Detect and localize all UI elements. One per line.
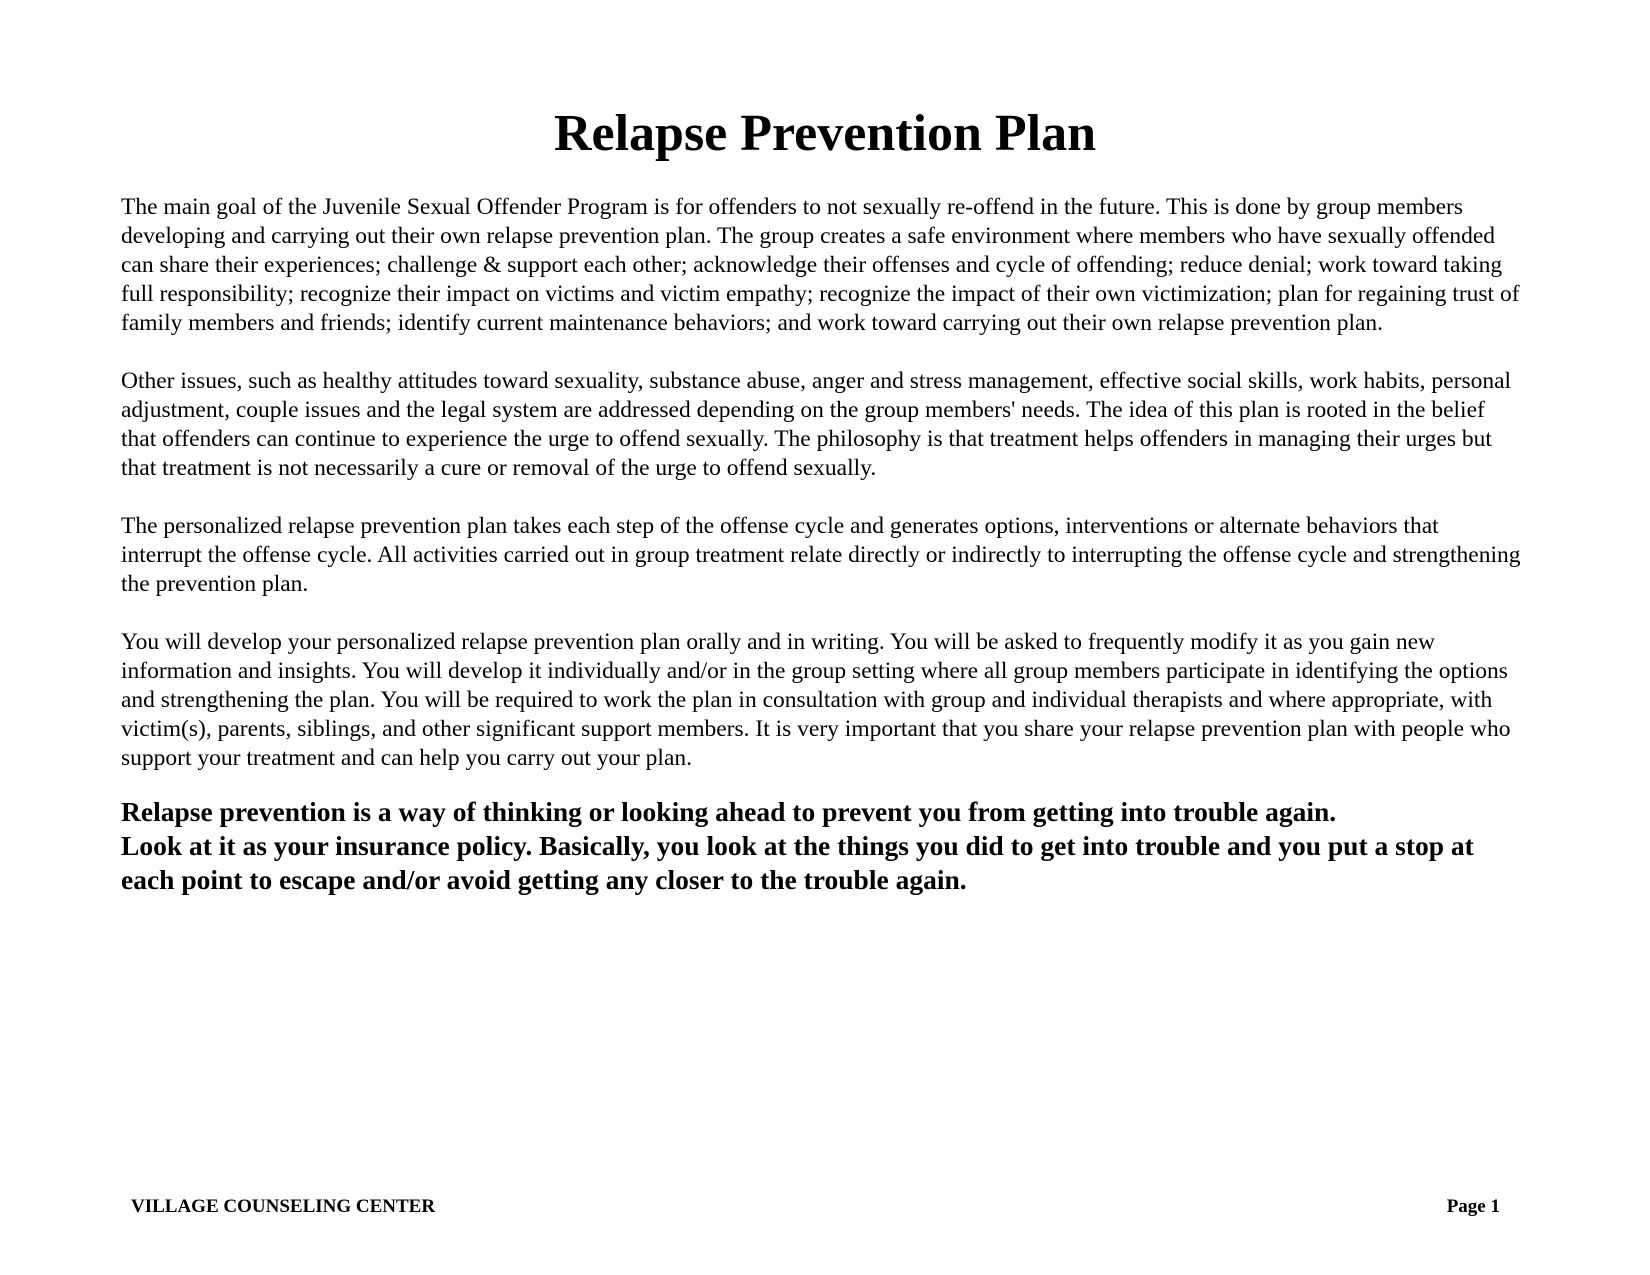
footer-organization: VILLAGE COUNSELING CENTER xyxy=(131,1196,436,1217)
paragraph-other-issues: Other issues, such as healthy attitudes toward sexuality, substance abuse, anger and stress management, effective social skills, work habits, personal adjustment, couple issues and the legal system are addressed depending on the group members' needs. The idea of this plan is rooted in the belief that offenders can continue to experience the urge to offend sexually. The philosophy is that treatment helps offenders in managing their urges but that treatment is not necessarily a cure or removal of the urge to offend sexually. xyxy=(121,368,1512,481)
paragraph-program-goal: The main goal of the Juvenile Sexual Offender Program is for offenders to not sexually re-offend in the future. This is done by group members developing and carrying out their own relapse prevention plan. The group creates a safe environment where members who have sexually offended can share their experiences; challenge & support each other; acknowledge their offenses and cycle of offending; reduce denial; work toward taking full responsibility; recognize their impact on victims and victim empathy; recognize the impact of their own victimization; plan for regaining trust of family members and friends; identify current maintenance behaviors; and work toward carrying out their own relapse prevention plan. xyxy=(121,194,1520,336)
document-body xyxy=(121,193,1521,897)
emphasis-insurance-policy: Look at it as your insurance policy. Basically, you look at the things you did to get into trouble and you put a stop at each point to escape and/or avoid getting any closer to the trouble again. xyxy=(121,830,1474,895)
emphasis-definition: Relapse prevention is a way of thinking or looking ahead to prevent you from getting into trouble again. xyxy=(121,796,1337,827)
paragraph-develop-plan: You will develop your personalized relapse prevention plan orally and in writing. You will be asked to frequently modify it as you gain new information and insights. You will develop it individually and/or in the group setting where all group members participate in identifying the options and strengthening the plan. You will be required to work the plan in consultation with group and individual therapists and where appropriate, with victim(s), parents, siblings, and other significant support members. It is very important that you share your relapse prevention plan with people who support your treatment and can help you carry out your plan. xyxy=(121,629,1511,771)
paragraph-personalized-plan: The personalized relapse prevention plan takes each step of the offense cycle and generates options, interventions or alternate behaviors that interrupt the offense cycle. All activities carried out in group treatment relate directly or indirectly to interrupting the offense cycle and strengthening the prevention plan. xyxy=(121,513,1521,597)
footer-page-number: Page 1 xyxy=(1446,1196,1500,1217)
document-title: Relapse Prevention Plan xyxy=(553,105,1097,162)
